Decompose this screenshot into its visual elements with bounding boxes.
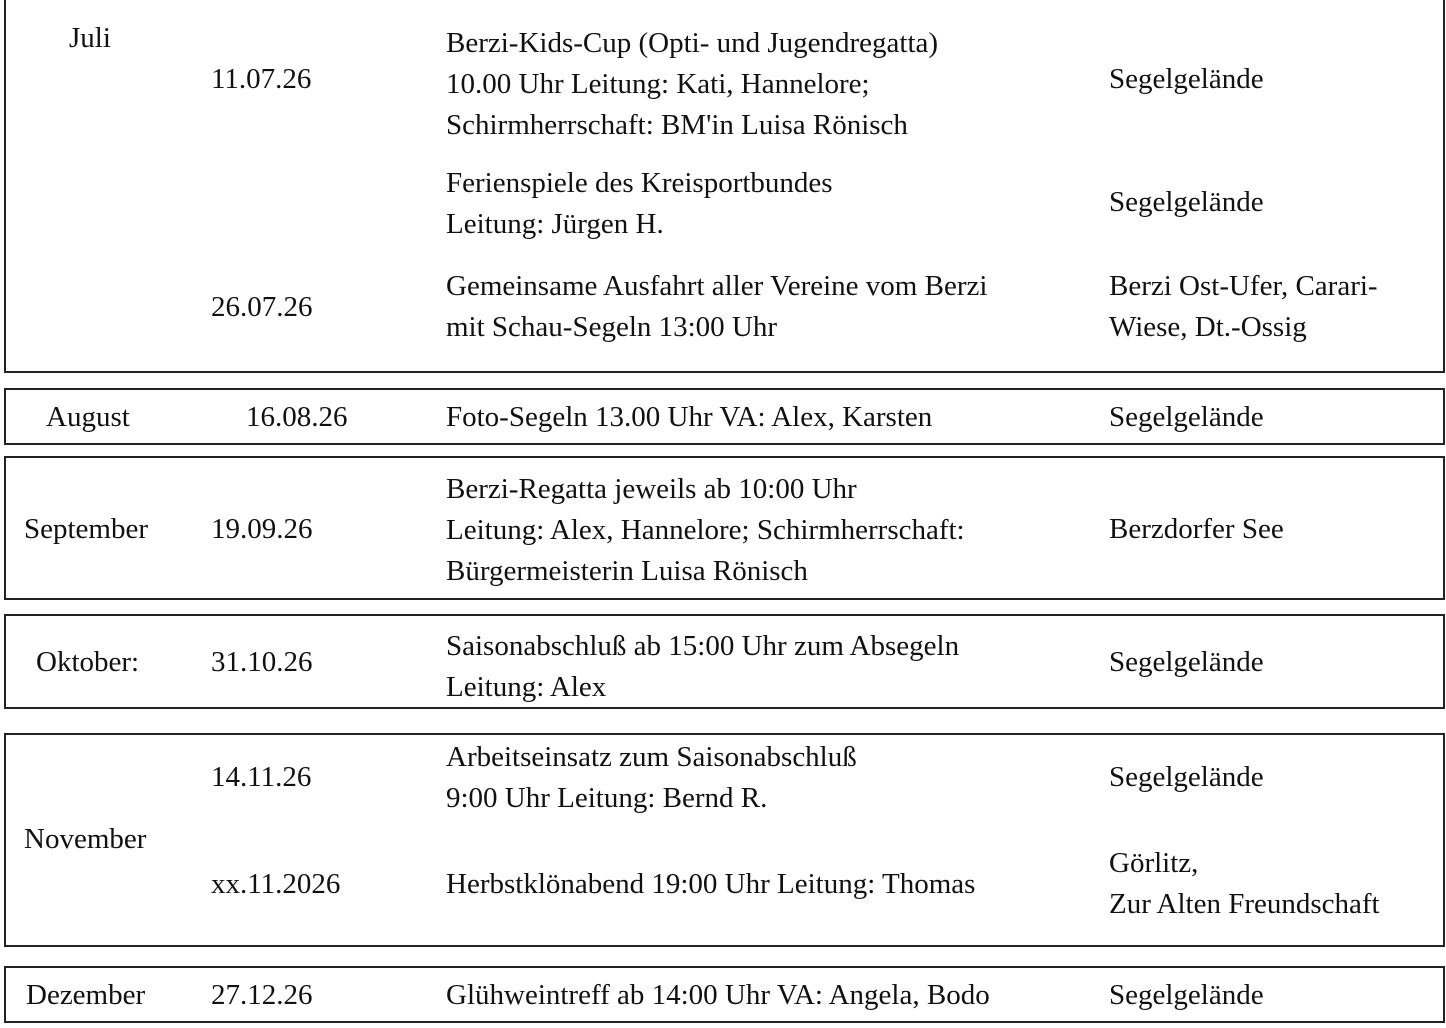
event-location: Segelgelände [1109,401,1264,433]
month-label: Dezember [26,979,146,1011]
event-date: 31.10.26 [211,646,313,678]
event-description: Foto-Segeln 13.00 Uhr VA: Alex, Karsten [446,401,933,433]
event-date: 16.08.26 [246,401,348,433]
event-location: Segelgelände [1109,63,1264,95]
event-description: Arbeitseinsatz zum Saisonabschluß 9:00 Uhr Leitung: Bernd R. [446,741,857,814]
event-location: Segelgelände [1109,979,1264,1011]
event-location: Berzi Ost-Ufer, Carari- Wiese, Dt.-Ossig [1109,270,1378,343]
month-label: Oktober: [36,646,140,678]
event-location: Segelgelände [1109,761,1264,793]
event-description: Gemeinsame Ausfahrt aller Vereine vom Berzi mit Schau-Segeln 13:00 Uhr [446,270,988,343]
event-location: Segelgelände [1109,186,1264,218]
month-label: August [46,401,130,433]
event-date: 11.07.26 [211,63,312,95]
event-date: 14.11.26 [211,761,312,793]
event-description: Ferienspiele des Kreisportbundes Leitung: Jürgen H. [446,167,833,240]
event-description: Saisonabschluß ab 15:00 Uhr zum Absegeln Leitung: Alex [446,630,960,703]
event-description: Berzi-Kids-Cup (Opti- und Jugendregatta) 10.00 Uhr Leitung: Kati, Hannelore; Schirmherrschaft: BM'in Luisa Rönisch [446,27,939,141]
event-date: 26.07.26 [211,291,313,323]
event-description: Herbstklönabend 19:00 Uhr Leitung: Thomas [446,868,976,900]
event-date: 19.09.26 [211,513,313,545]
event-description: Glühweintreff ab 14:00 Uhr VA: Angela, Bodo [446,979,990,1011]
month-label: September [24,513,149,545]
month-label: Juli [69,22,111,54]
event-description: Berzi-Regatta jeweils ab 10:00 Uhr Leitung: Alex, Hannelore; Schirmherrschaft: Bürgermeisterin Luisa Rönisch [446,473,965,587]
event-date: 27.12.26 [211,979,313,1011]
event-location: Görlitz, Zur Alten Freundschaft [1109,847,1380,920]
month-label: November [24,823,147,855]
event-location: Segelgelände [1109,646,1264,678]
event-location: Berzdorfer See [1109,513,1284,545]
event-date: xx.11.2026 [211,868,341,900]
